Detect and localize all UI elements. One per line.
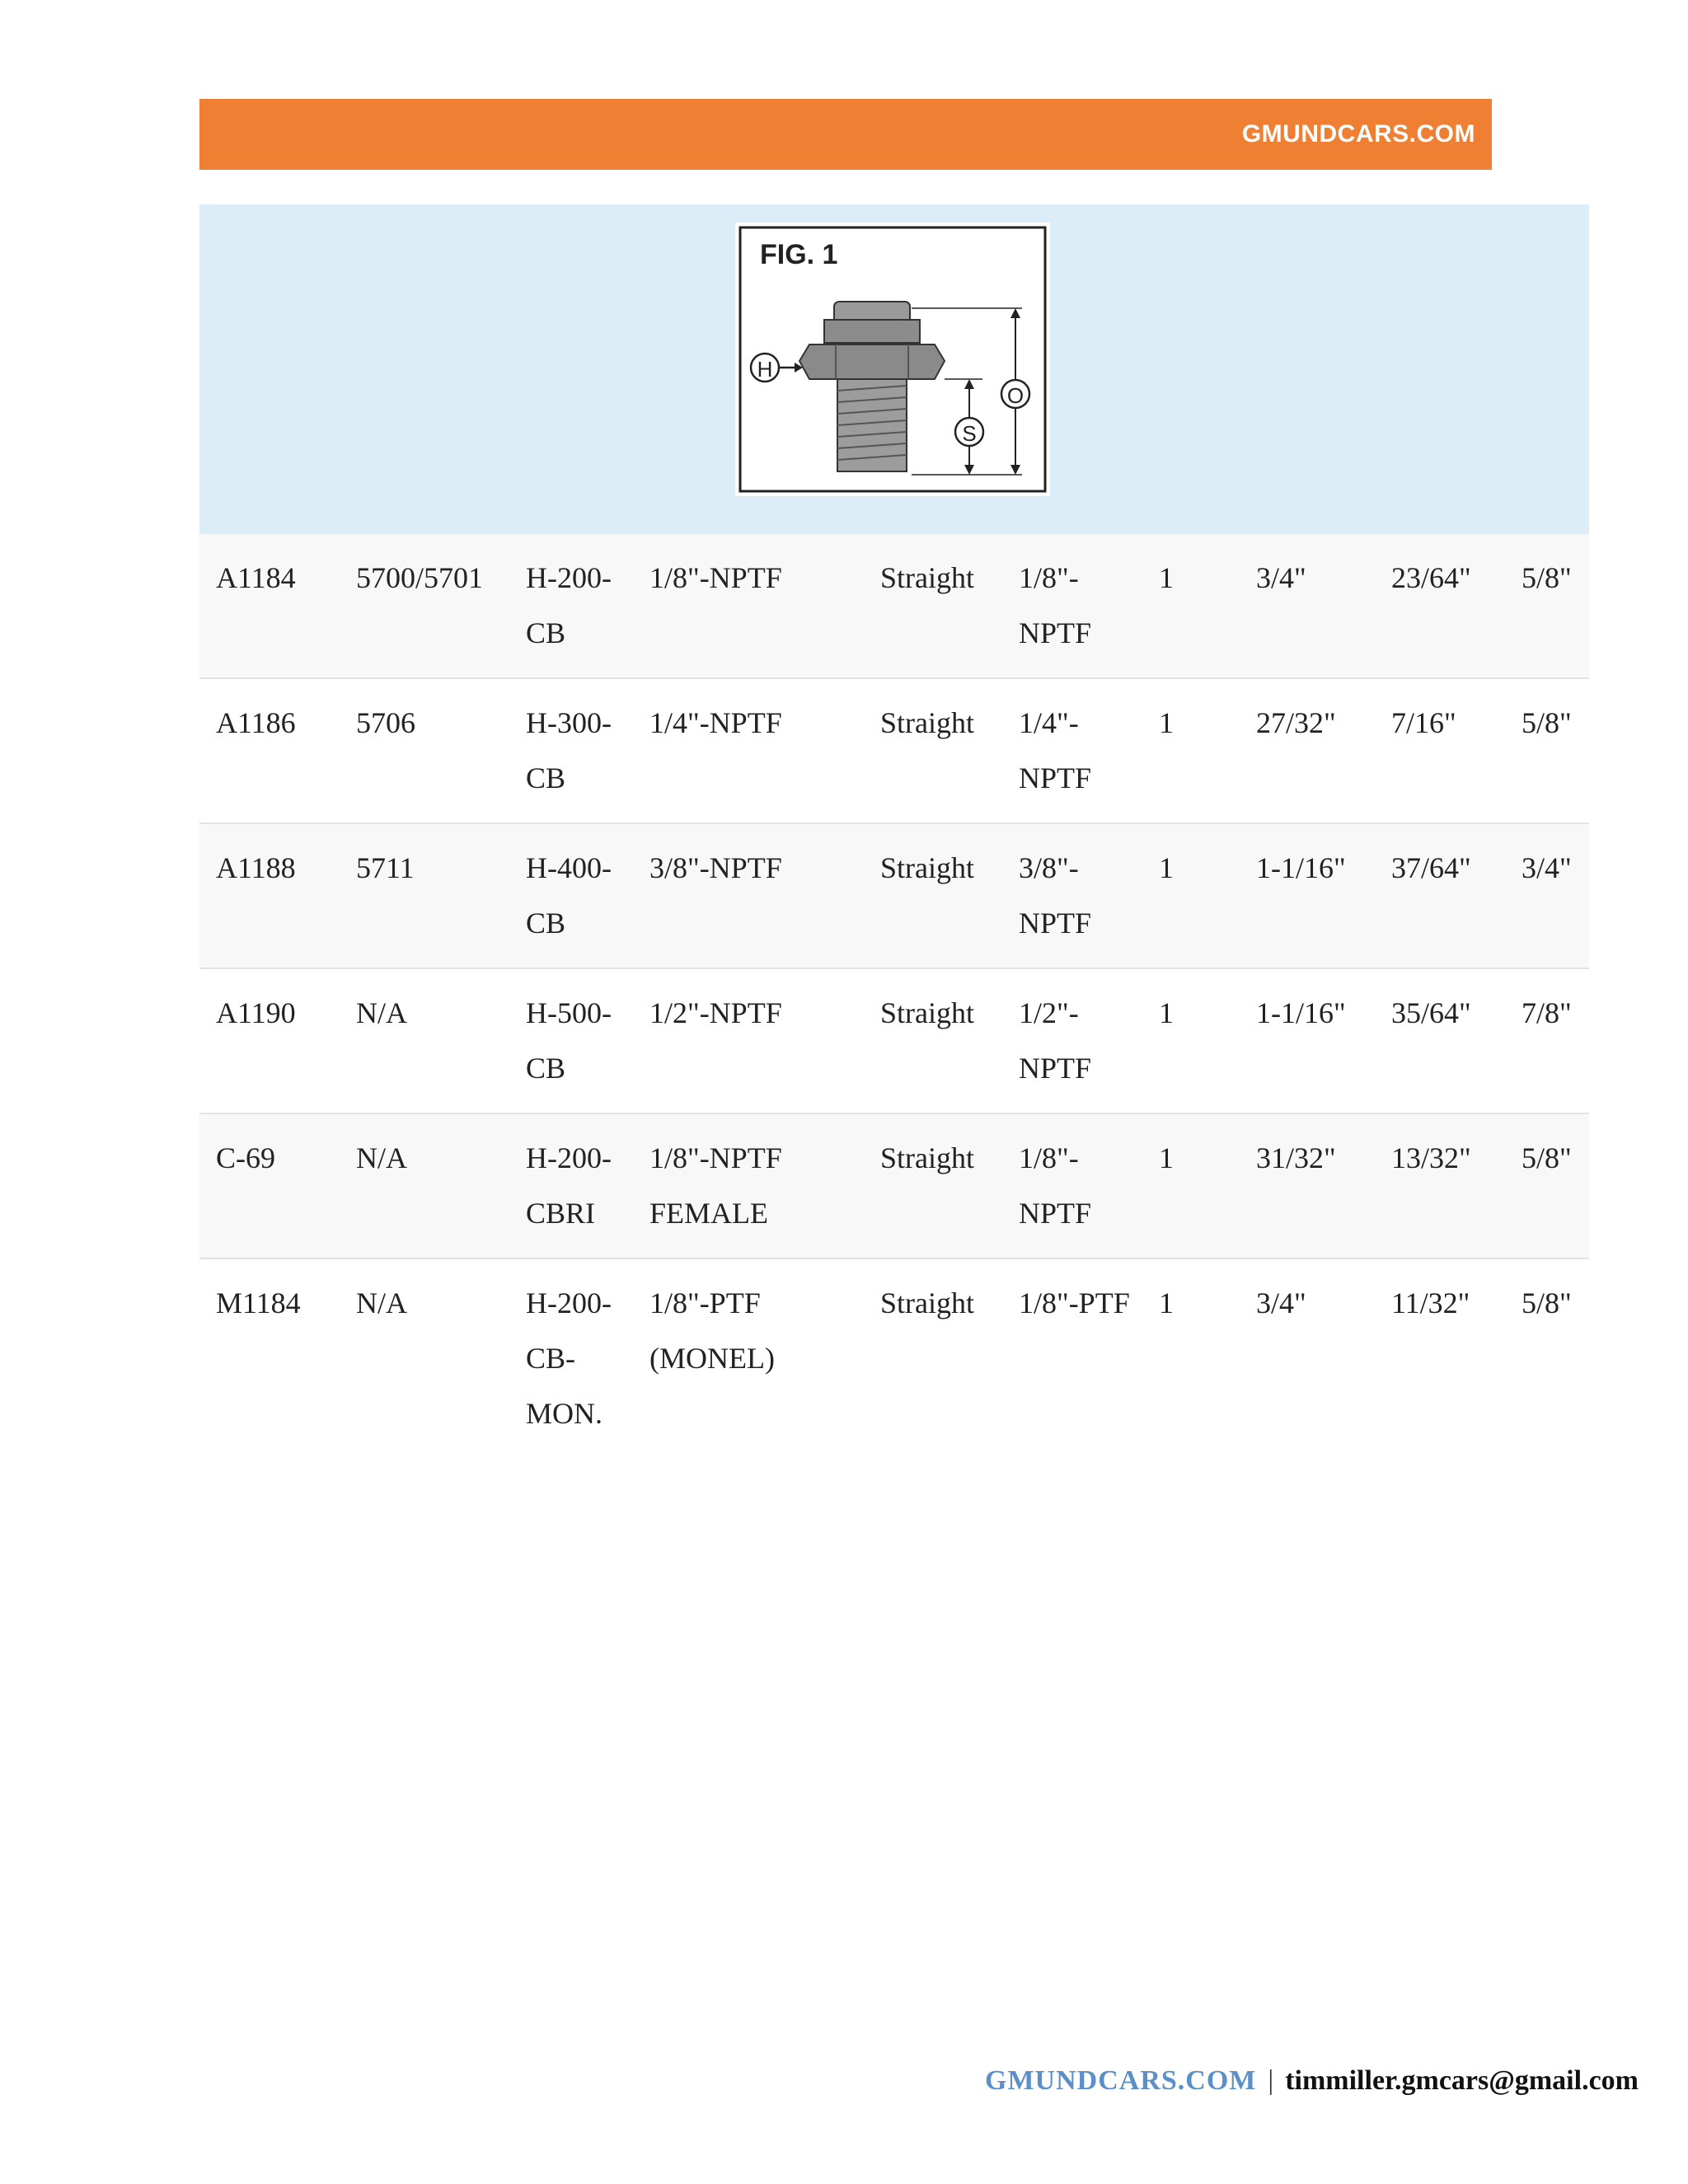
cell-part-number: A1184 — [216, 561, 296, 594]
cell-cross-reference: N/A — [356, 1286, 407, 1319]
fig-1-diagram — [735, 223, 1050, 496]
cell-overall-length: 3/4" — [1256, 561, 1306, 594]
cell-thread: 1/8"-NPTF — [1019, 1141, 1092, 1230]
cell-cross-reference: 5700/5701 — [356, 561, 484, 594]
cell-model: H-200-CBRI — [526, 1141, 612, 1230]
table-row — [199, 534, 1589, 678]
cell-overall-length: 1-1/16" — [1256, 851, 1346, 884]
cell-model: H-400-CB — [526, 851, 612, 940]
cell-part-number: A1186 — [216, 706, 296, 739]
cell-thread: 3/8"-NPTF — [1019, 851, 1092, 940]
header-site-link[interactable]: GMUNDCARS.COM — [1241, 120, 1475, 148]
cell-model: H-300-CB — [526, 706, 612, 794]
cell-type: Straight — [880, 706, 974, 739]
cell-hex-size: 5/8" — [1522, 1141, 1572, 1174]
cell-cross-reference: N/A — [356, 1141, 407, 1174]
figure-title: FIG. 1 — [760, 239, 838, 270]
cell-overall-length: 27/32" — [1256, 706, 1336, 739]
table-row — [199, 1258, 1589, 1458]
cell-quantity: 1 — [1159, 561, 1174, 594]
cell-shank-length: 35/64" — [1391, 996, 1471, 1029]
s-dimension-label: S — [962, 421, 977, 446]
table-row — [199, 968, 1589, 1113]
cell-type: Straight — [880, 561, 974, 594]
footer-separator: | — [1268, 2065, 1274, 2096]
table-row — [199, 678, 1589, 823]
cell-overall-length: 3/4" — [1256, 1286, 1306, 1319]
cell-thread-size: 3/8"-NPTF — [649, 851, 782, 884]
cell-quantity: 1 — [1159, 1286, 1174, 1319]
cell-thread: 1/8"-NPTF — [1019, 561, 1092, 649]
header-bar — [199, 99, 1492, 170]
h-dimension-label: H — [757, 357, 773, 382]
cell-hex-size: 5/8" — [1522, 706, 1572, 739]
cell-thread-size: 1/8"-NPTF FEMALE — [649, 1141, 782, 1230]
cell-model: H-200-CB — [526, 561, 612, 649]
cell-model: H-500-CB — [526, 996, 612, 1085]
cell-hex-size: 5/8" — [1522, 1286, 1572, 1319]
fitting-spec-table — [199, 534, 1589, 1458]
cell-thread: 1/4"-NPTF — [1019, 706, 1092, 794]
cell-part-number: M1184 — [216, 1286, 301, 1319]
cell-overall-length: 31/32" — [1256, 1141, 1336, 1174]
cell-hex-size: 7/8" — [1522, 996, 1572, 1029]
cell-shank-length: 13/32" — [1391, 1141, 1471, 1174]
cell-thread-size: 1/2"-NPTF — [649, 996, 782, 1029]
cell-part-number: A1188 — [216, 851, 296, 884]
cell-type: Straight — [880, 851, 974, 884]
cell-thread-size: 1/8"-PTF (MONEL) — [649, 1286, 775, 1375]
cell-cross-reference: 5706 — [356, 706, 415, 739]
cell-thread: 1/2"-NPTF — [1019, 996, 1092, 1085]
cell-part-number: A1190 — [216, 996, 296, 1029]
cell-type: Straight — [880, 996, 974, 1029]
cell-hex-size: 5/8" — [1522, 561, 1572, 594]
cell-quantity: 1 — [1159, 851, 1174, 884]
footer-site-link[interactable]: GMUNDCARS.COM — [985, 2065, 1257, 2096]
cell-type: Straight — [880, 1286, 974, 1319]
cell-part-number: C-69 — [216, 1141, 275, 1174]
cell-model: H-200-CB-MON. — [526, 1286, 612, 1430]
cell-quantity: 1 — [1159, 706, 1174, 739]
cell-shank-length: 7/16" — [1391, 706, 1456, 739]
cell-type: Straight — [880, 1141, 974, 1174]
cell-shank-length: 37/64" — [1391, 851, 1471, 884]
cell-overall-length: 1-1/16" — [1256, 996, 1346, 1029]
cell-cross-reference: N/A — [356, 996, 407, 1029]
cell-quantity: 1 — [1159, 1141, 1174, 1174]
cell-thread-size: 1/4"-NPTF — [649, 706, 782, 739]
cell-quantity: 1 — [1159, 996, 1174, 1029]
footer-email-link[interactable]: timmiller.gmcars@gmail.com — [1285, 2065, 1639, 2096]
cell-thread-size: 1/8"-NPTF — [649, 561, 782, 594]
cell-hex-size: 3/4" — [1522, 851, 1572, 884]
cell-thread: 1/8"-PTF — [1019, 1286, 1130, 1319]
cell-cross-reference: 5711 — [356, 851, 415, 884]
cell-shank-length: 11/32" — [1391, 1286, 1470, 1319]
table-row — [199, 823, 1589, 968]
footer — [985, 2065, 1639, 2097]
table-row — [199, 1113, 1589, 1258]
cell-shank-length: 23/64" — [1391, 561, 1471, 594]
o-dimension-label: O — [1006, 383, 1025, 408]
